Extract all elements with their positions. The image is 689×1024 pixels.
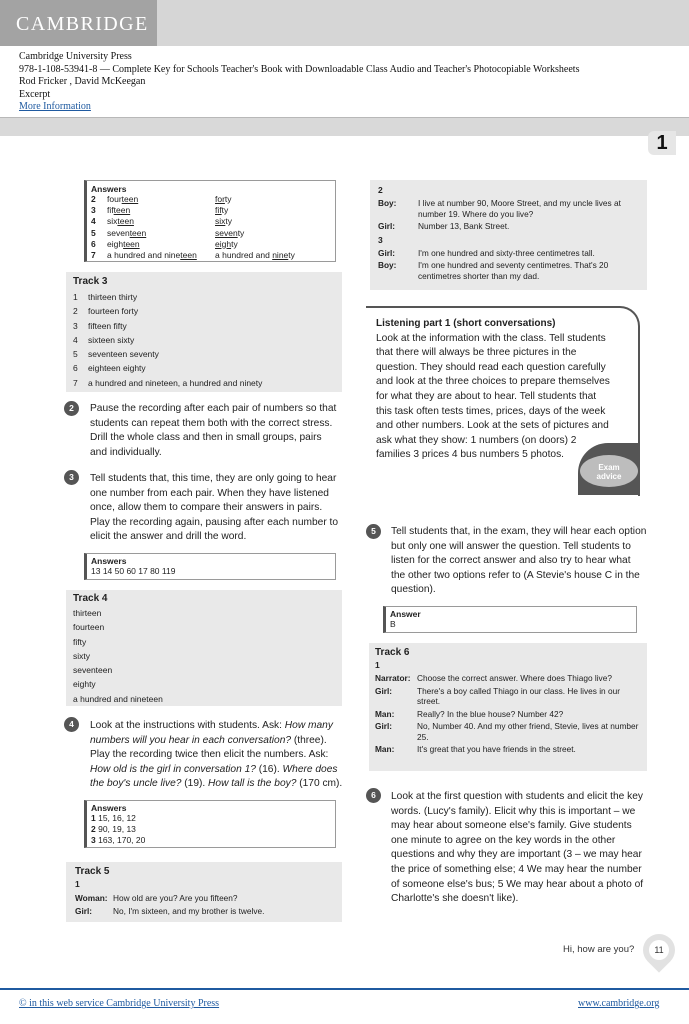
authors: Rod Fricker , David McKeegan — [19, 76, 146, 87]
step-4-question: How old is the girl in conversation 1? — [90, 763, 256, 775]
track-row-text: thirteen thirty — [88, 292, 138, 302]
step-number: 4 — [64, 717, 79, 732]
word-part: a hundred and nine — [107, 250, 181, 261]
speaker: Narrator: — [375, 673, 411, 683]
track-5-box — [66, 862, 342, 922]
track-4-list — [73, 606, 335, 706]
track-row-number: 3 — [73, 320, 78, 331]
word-part: fif — [107, 205, 114, 216]
step-number: 6 — [366, 788, 381, 803]
answer-row — [91, 216, 331, 227]
track-row — [73, 304, 335, 318]
answer-row — [91, 239, 331, 250]
more-information-link[interactable]: More Information — [19, 101, 91, 112]
track-6-heading: Track 6 — [375, 647, 410, 658]
track-row: eighty — [73, 679, 96, 690]
answers-heading: Answers — [91, 556, 127, 566]
speaker: Man: — [375, 708, 395, 719]
track-3-box — [66, 272, 342, 392]
step-4-question: Where does the boy's uncle live? — [90, 763, 338, 790]
answer-values: 90, 19, 13 — [98, 823, 136, 834]
stressed-part: nine — [272, 250, 289, 261]
answer-values: 163, 170, 20 — [98, 834, 146, 845]
answer-number: 2 — [91, 194, 96, 204]
track-row — [73, 376, 335, 390]
answer-number: 4 — [91, 216, 96, 227]
answer-teen — [107, 216, 215, 227]
speech: I'm one hundred and sixty-three centimetres tall. — [418, 247, 595, 258]
exam-advice-title: Listening part 1 (short conversations) — [376, 318, 556, 329]
answer-ty — [215, 205, 228, 216]
stressed-part: seven — [215, 227, 238, 238]
answer-ty — [215, 194, 232, 205]
speech: I'm one hundred and seventy centimetres. That's 20 centimetres shorter than my dad. — [418, 260, 609, 281]
step-4-question: How tall is the boy? — [208, 778, 297, 790]
answers-box-3 — [84, 800, 336, 848]
answer-teen — [107, 205, 215, 216]
step-number: 5 — [366, 524, 381, 539]
word-part: ty — [237, 227, 245, 238]
answer-number: 7 — [91, 250, 96, 261]
step-number: 2 — [64, 401, 79, 416]
speech: There's a boy called Thiago in our class. He lives in our street. — [417, 685, 620, 706]
track-row-text: seventeen seventy — [88, 349, 159, 360]
word-part: ty — [224, 194, 232, 204]
speaker: Girl: — [375, 685, 393, 696]
answer-teen — [107, 250, 215, 261]
step-4-text — [90, 719, 346, 792]
answer-number: 3 — [91, 834, 99, 845]
answers-values: 13 14 50 60 17 80 119 — [91, 566, 176, 576]
track-row-text: a hundred and nineteen, a hundred and ninety — [88, 377, 263, 388]
answer-row — [91, 205, 331, 216]
exam-advice-text: Look at the information with the class. Tell students that there will always be three pictures in the question. They should read each question carefully and look at the three choices to prepare themselves for what they are about to hear. Tell students that this task often tests times, prices, days of the week and other numbers. Look at the sets of pictures and ask what they show: 1 numbers (on doors) 2 families 3 prices 4 bus numbers 5 photos. — [376, 332, 610, 461]
word-part: a hundred and — [215, 250, 273, 261]
word-part: eigh — [107, 238, 124, 249]
step-3-text: Tell students that, this time, they are only going to hear one number from each pair. When they have listened once, allow them to compare their answers in pairs. Play the recording again, pausing after each number to elicit the answer and drill the word. — [90, 473, 339, 543]
answer-box-4 — [383, 606, 637, 633]
track-row-number: 1 — [73, 292, 78, 302]
answer-teen — [107, 194, 215, 205]
answer-number: 5 — [91, 227, 96, 238]
answer-row — [91, 250, 331, 261]
conversation-2-dialogue — [378, 197, 639, 233]
stressed-part: teen — [180, 250, 197, 261]
dialogue-line — [375, 708, 641, 721]
publisher: Cambridge University Press — [19, 51, 132, 62]
answers-heading: Answers — [91, 184, 127, 194]
step-4-part: (16). — [255, 763, 283, 775]
exam-advice-content — [376, 317, 612, 463]
speaker: Girl: — [378, 247, 396, 258]
answer-heading: Answer — [390, 609, 421, 619]
answer-number: 3 — [91, 205, 96, 216]
answer-number: 2 — [91, 823, 99, 834]
speech: It's great that you have friends in the street. — [417, 744, 576, 754]
dialogue-line — [375, 672, 641, 685]
track-4-box — [66, 590, 342, 706]
track-row-text: fourteen forty — [88, 306, 139, 317]
track-row: sixty — [73, 650, 90, 661]
word-part: ty — [288, 250, 295, 261]
track-row-number: 2 — [73, 306, 78, 317]
speech: No, Number 40. And my other friend, Stevie, lives at number 25. — [417, 721, 639, 742]
track-row — [73, 319, 335, 333]
answer-row — [91, 813, 331, 824]
answers-box-1 — [84, 180, 336, 262]
exam-advice-label — [584, 463, 634, 481]
track-row-number: 6 — [73, 363, 78, 374]
track-row — [73, 361, 335, 375]
track-4-heading: Track 4 — [73, 593, 108, 604]
grey-band — [0, 117, 689, 136]
stressed-part: six — [215, 216, 226, 227]
track-row: thirteen — [73, 608, 102, 618]
track-row: a hundred and nineteen — [73, 693, 163, 704]
answer-ty — [215, 250, 295, 261]
track-row: seventeen — [73, 665, 113, 676]
speaker: Girl: — [75, 905, 93, 916]
track-5-continued-box — [370, 180, 647, 290]
stressed-part: teen — [113, 205, 131, 216]
page-number: 11 — [649, 940, 669, 960]
track-row — [73, 290, 335, 304]
step-4-part: (19). — [181, 778, 209, 790]
exam-label-line: Exam — [598, 463, 620, 472]
stressed-part: teen — [123, 238, 140, 249]
book-title: 978-1-108-53941-8 — Complete Key for Schools Teacher's Book with Downloadable Class Audio and Teacher's Photocopiable Worksheets — [19, 63, 580, 75]
stressed-part: for — [215, 194, 225, 204]
stressed-part: teen — [121, 194, 139, 204]
track-row-text: eighteen eighty — [88, 363, 146, 374]
word-part: ty — [231, 238, 238, 249]
track-6-box — [369, 643, 647, 771]
copyright-link[interactable]: © in this web service Cambridge University Press — [19, 998, 220, 1009]
unit-title: Hi, how are you? — [563, 944, 635, 955]
speaker: Girl: — [375, 721, 393, 731]
answer-ty — [215, 228, 244, 239]
track-row-number: 5 — [73, 349, 78, 360]
answer-teen — [107, 228, 215, 239]
answer-row — [91, 228, 331, 239]
excerpt-label: Excerpt — [19, 88, 51, 100]
step-5-text: Tell students that, in the exam, they will hear each option but only one will answer the question. Tell students to listen for the correct answer and also try to hear what the other two options refer to (A Stevie's house C in the question). — [391, 526, 647, 596]
answers-list — [91, 194, 331, 261]
speaker: Girl: — [378, 221, 396, 231]
step-number: 3 — [64, 470, 79, 485]
dialogue-line — [378, 197, 639, 220]
track-5-dialogue — [75, 892, 264, 917]
speech: How old are you? Are you fifteen? — [113, 893, 238, 903]
speaker: Woman: — [75, 893, 108, 903]
answer-row — [91, 194, 331, 205]
step-4-part: (three). Play the recording twice then elicit the numbers. Ask: — [90, 734, 329, 761]
speech: Really? In the blue house? Number 42? — [417, 708, 564, 719]
website-link[interactable]: www.cambridge.org — [578, 998, 660, 1009]
speech: Number 13, Bank Street. — [418, 221, 510, 231]
speaker: Boy: — [378, 198, 397, 208]
answer-ty — [215, 216, 232, 227]
speaker: Man: — [375, 744, 395, 754]
dialogue-line — [375, 720, 641, 743]
track-5-heading: Track 5 — [75, 866, 110, 877]
step-4-part: Look at the instructions with students. Ask: — [90, 720, 285, 731]
track-3-list — [73, 290, 335, 390]
speech: I live at number 90, Moore Street, and my uncle lives at number 19. Where do you live? — [418, 198, 621, 219]
logo-box — [0, 0, 157, 46]
track-row-number: 4 — [73, 334, 78, 345]
speaker: Boy: — [378, 260, 397, 270]
track-row-text: fifteen fifty — [88, 320, 127, 331]
conversation-number: 1 — [375, 660, 380, 670]
track-3-heading: Track 3 — [73, 276, 108, 287]
track-6-dialogue — [375, 672, 641, 756]
dialogue-line — [375, 685, 641, 708]
word-part: four — [107, 194, 122, 204]
answer-values: 15, 16, 12 — [98, 813, 136, 823]
dialogue-line — [378, 247, 639, 260]
step-4-part: (170 cm). — [296, 778, 343, 790]
conversation-number: 2 — [378, 185, 383, 195]
step-6-text: Look at the first question with students and elicit the key words. (Lucy's family). Elicit why this is important – we may hear about someone else's family. Give students one minute to agree on the key words in the other questions and why they are important (3 – we may hear the price of something else; 4 We may hear the number of someone else's bus; 5 We may hear about a photo of Charlotte's she doesn't like). — [391, 791, 644, 905]
conversation-number: 3 — [378, 234, 383, 245]
track-row — [73, 347, 335, 361]
answer-value: B — [390, 619, 396, 629]
track-row-text: sixteen sixty — [88, 334, 135, 345]
word-part: ty — [225, 216, 233, 227]
conversation-3-dialogue — [378, 247, 639, 283]
dialogue-line — [75, 892, 264, 905]
word-part: six — [107, 216, 118, 227]
dialogue-line — [375, 743, 641, 756]
step-4-question: How many numbers will you hear in each conversation? — [90, 720, 333, 746]
answers-heading: Answers — [91, 803, 127, 813]
answer-number: 1 — [91, 813, 99, 823]
speech: No, I'm sixteen, and my brother is twelve. — [113, 905, 265, 916]
stressed-part: fif — [215, 205, 222, 216]
answer-teen — [107, 239, 215, 250]
stressed-part: eigh — [215, 238, 232, 249]
answer-ty — [215, 239, 238, 250]
track-row-number: 7 — [73, 377, 78, 388]
dialogue-line — [378, 220, 639, 233]
conversation-number: 1 — [75, 879, 80, 889]
answer-row — [91, 824, 331, 835]
step-2-text: Pause the recording after each pair of numbers so that students can repeat them both with the correct stress. Drill the whole class and then in small groups, pairs and individually. — [90, 403, 337, 458]
footer-divider — [0, 988, 689, 990]
stressed-part: teen — [129, 227, 147, 238]
track-row: fifty — [73, 636, 87, 647]
speech: Choose the correct answer. Where does Thiago live? — [417, 673, 612, 683]
book-metadata — [19, 51, 579, 114]
answer-row — [91, 835, 331, 846]
unit-number: 1 — [648, 131, 676, 155]
word-part: seven — [107, 227, 130, 238]
stressed-part: teen — [117, 216, 134, 227]
answers-box-2 — [84, 553, 336, 580]
track-row: fourteen — [73, 622, 105, 633]
dialogue-line — [378, 259, 639, 282]
dialogue-line — [75, 905, 264, 918]
answers-list — [91, 813, 331, 845]
track-row — [73, 333, 335, 347]
exam-label-line: advice — [596, 472, 622, 481]
word-part: ty — [221, 205, 229, 216]
answer-number: 6 — [91, 238, 96, 249]
cambridge-logo: CAMBRIDGE — [16, 13, 149, 35]
